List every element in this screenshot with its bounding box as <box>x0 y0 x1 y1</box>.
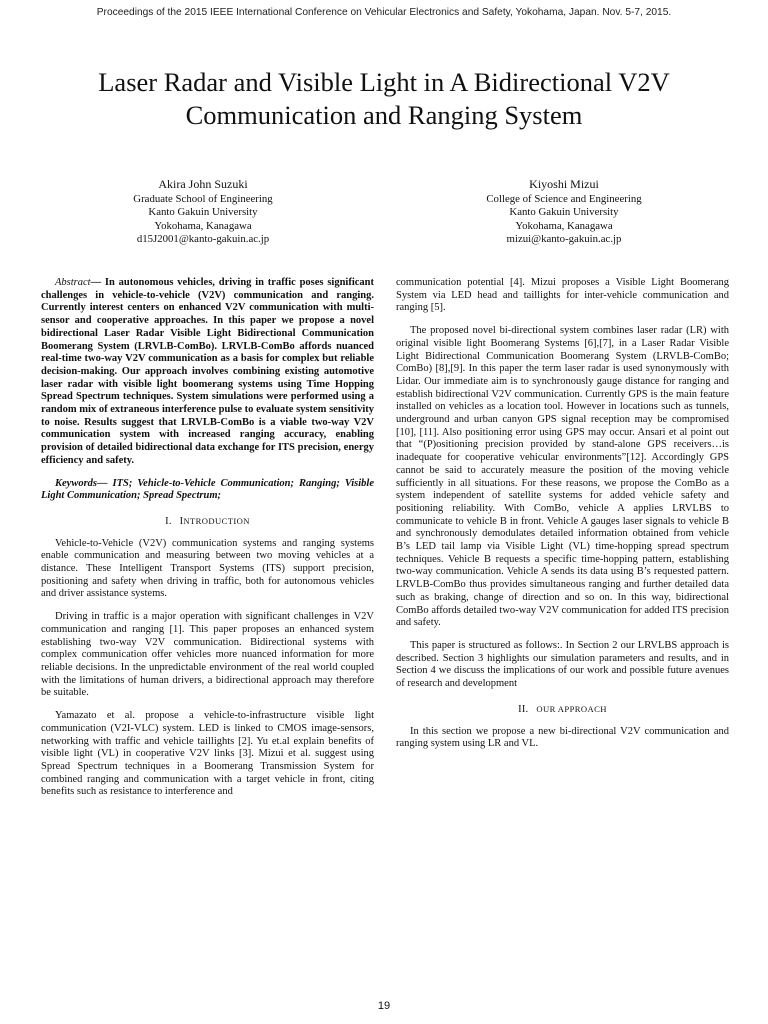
author-name: Akira John Suzuki <box>158 177 248 191</box>
proceedings-header: Proceedings of the 2015 IEEE International Conference on Vehicular Electronics and Safety, Yokohama, Japan. Nov. 5-7, 2015. <box>96 7 672 18</box>
section-heading-introduction: I. INTRODUCTION <box>165 515 250 527</box>
paper-title: Laser Radar and Visible Light in A Bidirectional V2V Communication and Ranging System <box>98 67 670 130</box>
author-email: d15J2001@kanto-gakuin.ac.jp <box>136 233 270 246</box>
author-dept: Graduate School of Engineering <box>133 193 273 205</box>
paragraph: The proposed novel bi-directional system combines laser radar (LR) with original visible light Boomerang Systems [6],[7], in a Laser Radar Visible Light Bidirectional Communication Boomerang System (LRVLB-ComBo; ComBo) [8],[9]. In this paper the term laser radar is used synonymously with Lidar. Our immediate aim is to synchronously gauge distance for ranging and establish bidirectional V2V communication. Currently GPS is the main feature installed on vehicles as a location tool. However in locations such as tunnels, underground and urban canyon GPS signal reception may be compromised [10], [11]. Also positioning error using GPS may occur. Ansari et al point out that “(P)ositioning precision provided by stand-alone GPS receivers…is inadequate for cooperative vehicular environments”[12]. Accordingly GPS cannot be said to accurately measure the position of the moving vehicle sufficiently in all situations. For these reasons, we propose the ComBo as a system independent of satellite systems for added vehicle safety and positioning reliability. With ComBo, vehicle A applies LRVLBS to communicate to vehicle B in front. Vehicle A gauges laser signals to vehicle B and synchronously demodulates detailed information obtained from vehicle B’s LED tail lamp via Visible Light (VL) time-hopping spread spectrum techniques. Vehicle B requests a specific time-hopping pattern, establishing two-way communication. Vehicle A sends its data using B’s requested pattern. LRVLB-ComBo thus provides simultaneous ranging and further detailed data such as braking, change of direction and so on. In this way, bidirectional ComBo affords detailed two-way V2V communication for added ITS precision and safety. <box>396 325 729 629</box>
author-univ: Kanto Gakuin University <box>509 206 619 219</box>
author-name: Kiyoshi Mizui <box>529 177 599 191</box>
left-column <box>41 277 374 809</box>
author-1 <box>73 176 333 247</box>
right-column <box>396 277 729 761</box>
paragraph: Vehicle-to-Vehicle (V2V) communication systems and ranging systems enable communication and measuring between two moving vehicles at a distance. These Intelligent Transport Systems (ITS) support precision, positioning and safety when driving in traffic, both for autonomous vehicles and driver assistance systems. <box>41 537 374 600</box>
author-univ: Kanto Gakuin University <box>148 206 258 219</box>
author-city: Yokohama, Kanagawa <box>154 219 252 232</box>
abstract-text: — In autonomous vehicles, driving in traffic poses significant challenges in vehicle-to-vehicle (V2V) communication and ranging. Currently interest centers on enhanced V2V communication with multi-sensor and cooperative approaches. In this paper we propose a novel bidirectional Laser Radar Visible Light Bidirectional Communication Boomerang System (LRVLB-ComBo). LRVLB-ComBo affords nuanced real-time two-way V2V communication as a basis for complex but reliable decision-making. Our approach involves combining existing automotive laser radar with visible light boomerang systems using Time Hopping Spread Spectrum techniques. System simulations were performed using a random mix of extraneous interference pulse to evaluate system sensitivity to noise. Results suggest that LRVLB-ComBo is a viable two-way V2V communication system with increased ranging accuracy, enabling provision of detailed bidirectional data exchange for ITS precision, energy efficiency and safety. <box>41 277 374 466</box>
abstract <box>41 277 374 468</box>
abstract-label: Abstract <box>55 277 91 288</box>
section-heading-our-approach: II. OUR APPROACH <box>518 703 607 715</box>
author-2 <box>434 176 694 247</box>
paragraph: In this section we propose a new bi-directional V2V communication and ranging system using LR and VL. <box>396 725 729 750</box>
author-dept: College of Science and Engineering <box>486 193 642 205</box>
keywords: Keywords— ITS; Vehicle-to-Vehicle Communication; Ranging; Visible Light Communication; Spread Spectrum; <box>41 477 374 502</box>
author-city: Yokohama, Kanagawa <box>515 219 613 232</box>
paragraph: This paper is structured as follows:. In Section 2 our LRVLBS approach is described. Section 3 highlights our simulation parameters and results, and in Section 4 we discuss the implications of our work and possible future avenues of research and development <box>396 639 729 690</box>
paragraph: communication potential [4]. Mizui proposes a Visible Light Boomerang System via LED head and taillights for inter-vehicle communication and ranging [5]. <box>396 277 729 314</box>
page-number: 19 <box>377 1000 391 1012</box>
paragraph: Yamazato et al. propose a vehicle-to-infrastructure visible light communication (V2I-VLC) system. LED is linked to CMOS image-sensors, networking with traffic and vehicle taillights [2]. Yu et.al explain benefits of visible light (VL) in cooperative V2V links [3]. Mizui et al. suggest using Spread Spectrum techniques in a Boomerang Transmission System for combined ranging and communication with a target vehicle in front, citing benefits such as resistance to interference and <box>41 710 374 798</box>
author-email: mizui@kanto-gakuin.ac.jp <box>506 233 622 246</box>
paragraph: Driving in traffic is a major operation with significant challenges in V2V communication and ranging [1]. This paper proposes an enhanced system establishing two-way V2V communication. Bidirectional systems with complex communication offer vehicles more nuanced information for more reliable decisions. In the unpredictable environment of the real world coupled with the limitations of human drivers, a bidirectional approach may therefore be suitable. <box>41 611 374 699</box>
